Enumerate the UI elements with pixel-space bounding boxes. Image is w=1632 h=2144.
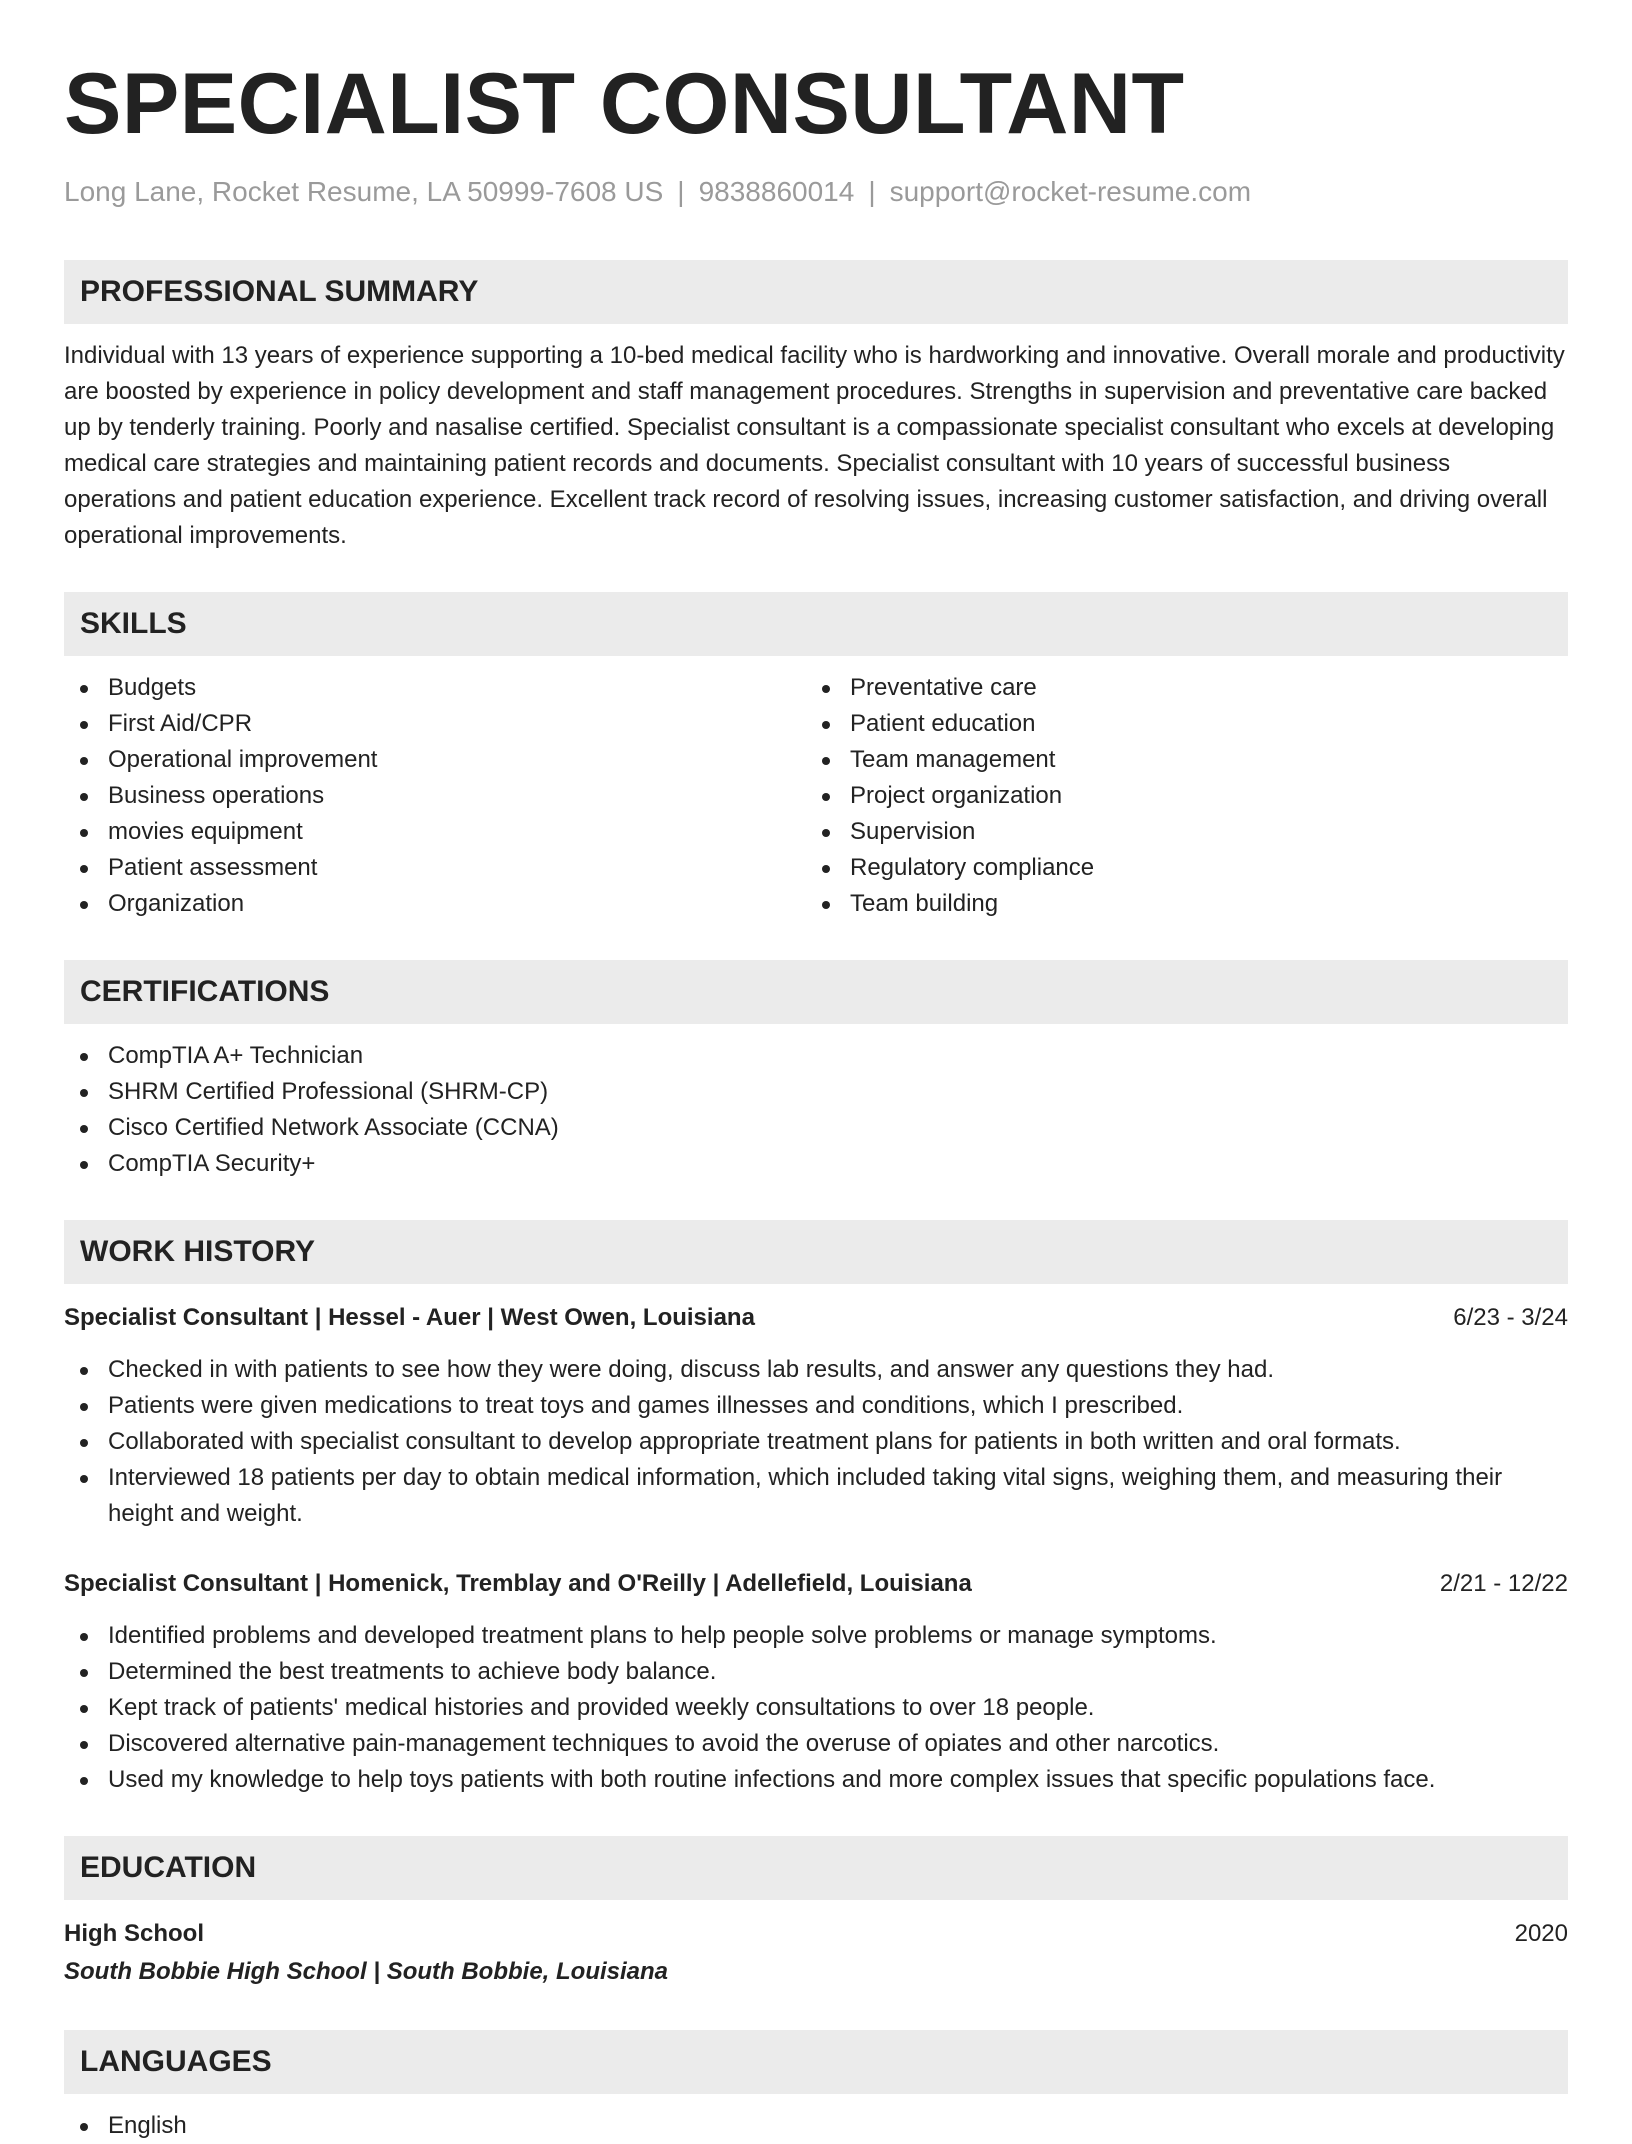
job-bullet: Patients were given medications to treat toys and games illnesses and conditions, which I prescribed. [64,1388,1568,1424]
languages-list [64,2108,1568,2144]
job-title: Specialist Consultant | Hessel - Auer | West Owen, Louisiana [64,1304,755,1331]
contact-address: Long Lane, Rocket Resume, LA 50999-7608 US [64,176,664,207]
job-bullet: Discovered alternative pain-management techniques to avoid the overuse of opiates and other narcotics. [64,1726,1568,1762]
summary-heading: PROFESSIONAL SUMMARY [64,260,1568,324]
education-degree: High School [64,1920,204,1947]
contact-phone: 9838860014 [698,176,855,207]
job-bullet: Checked in with patients to see how they were doing, discuss lab results, and answer any questions they had. [64,1352,1568,1388]
certifications-list [64,1038,1568,1182]
languages-heading: LANGUAGES [64,2030,1568,2094]
certification-item: CompTIA A+ Technician [64,1038,1568,1074]
skill-item: Budgets [64,670,806,706]
job-dates: 6/23 - 3/24 [1453,1304,1568,1331]
skill-item: Organization [64,886,806,922]
certification-item: Cisco Certified Network Associate (CCNA) [64,1110,1568,1146]
summary-text: Individual with 13 years of experience supporting a 10-bed medical facility who is hardworking and innovative. Overall morale and productivity are boosted by experience in policy development and staff management procedures. Strengths in supervision and preventative care backed up by tenderly training. Poorly and nasalise certified. Specialist consultant is a compassionate specialist consultant who excels at developing medical care strategies and maintaining patient records and documents. Specialist consultant with 10 years of successful business operations and patient education experience. Excellent track record of resolving issues, increasing customer satisfaction, and driving overall operational improvements. [64,342,1565,549]
job-bullet: Identified problems and developed treatment plans to help people solve problems or manage symptoms. [64,1618,1568,1654]
skill-item: movies equipment [64,814,806,850]
skill-item: Patient education [806,706,1548,742]
job-dates: 2/21 - 12/22 [1439,1570,1568,1597]
education-heading: EDUCATION [64,1836,1568,1900]
contact-separator: | [677,176,685,207]
certification-item: SHRM Certified Professional (SHRM-CP) [64,1074,1568,1110]
skills-columns [64,670,1568,922]
contact-email[interactable]: support@rocket-resume.com [889,176,1252,207]
job-bullet: Collaborated with specialist consultant to develop appropriate treatment plans for patients in both written and oral formats. [64,1424,1568,1460]
skill-item: Patient assessment [64,850,806,886]
certification-item: CompTIA Security+ [64,1146,1568,1182]
skill-item: Business operations [64,778,806,814]
job-bullet: Kept track of patients' medical histories and provided weekly consultations to over 18 people. [64,1690,1568,1726]
job-bullet: Interviewed 18 patients per day to obtain medical information, which included taking vital signs, weighing them, and measuring their height and weight. [64,1460,1568,1532]
language-item: English [64,2108,1568,2144]
job-bullets [64,1352,1568,1532]
education-school: South Bobbie High School | South Bobbie, Louisiana [64,1958,669,1985]
certifications-heading: CERTIFICATIONS [64,960,1568,1024]
job-entry [64,1566,1568,1798]
skill-item: Operational improvement [64,742,806,778]
job-header [64,1566,1568,1602]
skill-item: Preventative care [806,670,1548,706]
education-header [64,1916,1568,1952]
job-header [64,1300,1568,1336]
skill-item: Project organization [806,778,1548,814]
skills-list-right [806,670,1548,922]
education-year: 2020 [1514,1920,1568,1947]
skill-item: Regulatory compliance [806,850,1548,886]
skill-item: Team management [806,742,1548,778]
job-entry [64,1300,1568,1532]
skill-item: First Aid/CPR [64,706,806,742]
candidate-name: SPECIALIST CONSULTANT [64,56,1185,152]
skills-heading: SKILLS [64,592,1568,656]
job-bullet: Used my knowledge to help toys patients with both routine infections and more complex issues that specific populations face. [64,1762,1568,1798]
skill-item: Team building [806,886,1548,922]
skill-item: Supervision [806,814,1548,850]
job-bullet: Determined the best treatments to achieve body balance. [64,1654,1568,1690]
work-history-heading: WORK HISTORY [64,1220,1568,1284]
skills-list-left [64,670,806,922]
contact-line [64,174,1568,210]
job-title: Specialist Consultant | Homenick, Tremblay and O'Reilly | Adellefield, Louisiana [64,1570,972,1597]
job-bullets [64,1618,1568,1798]
contact-separator: | [868,176,876,207]
